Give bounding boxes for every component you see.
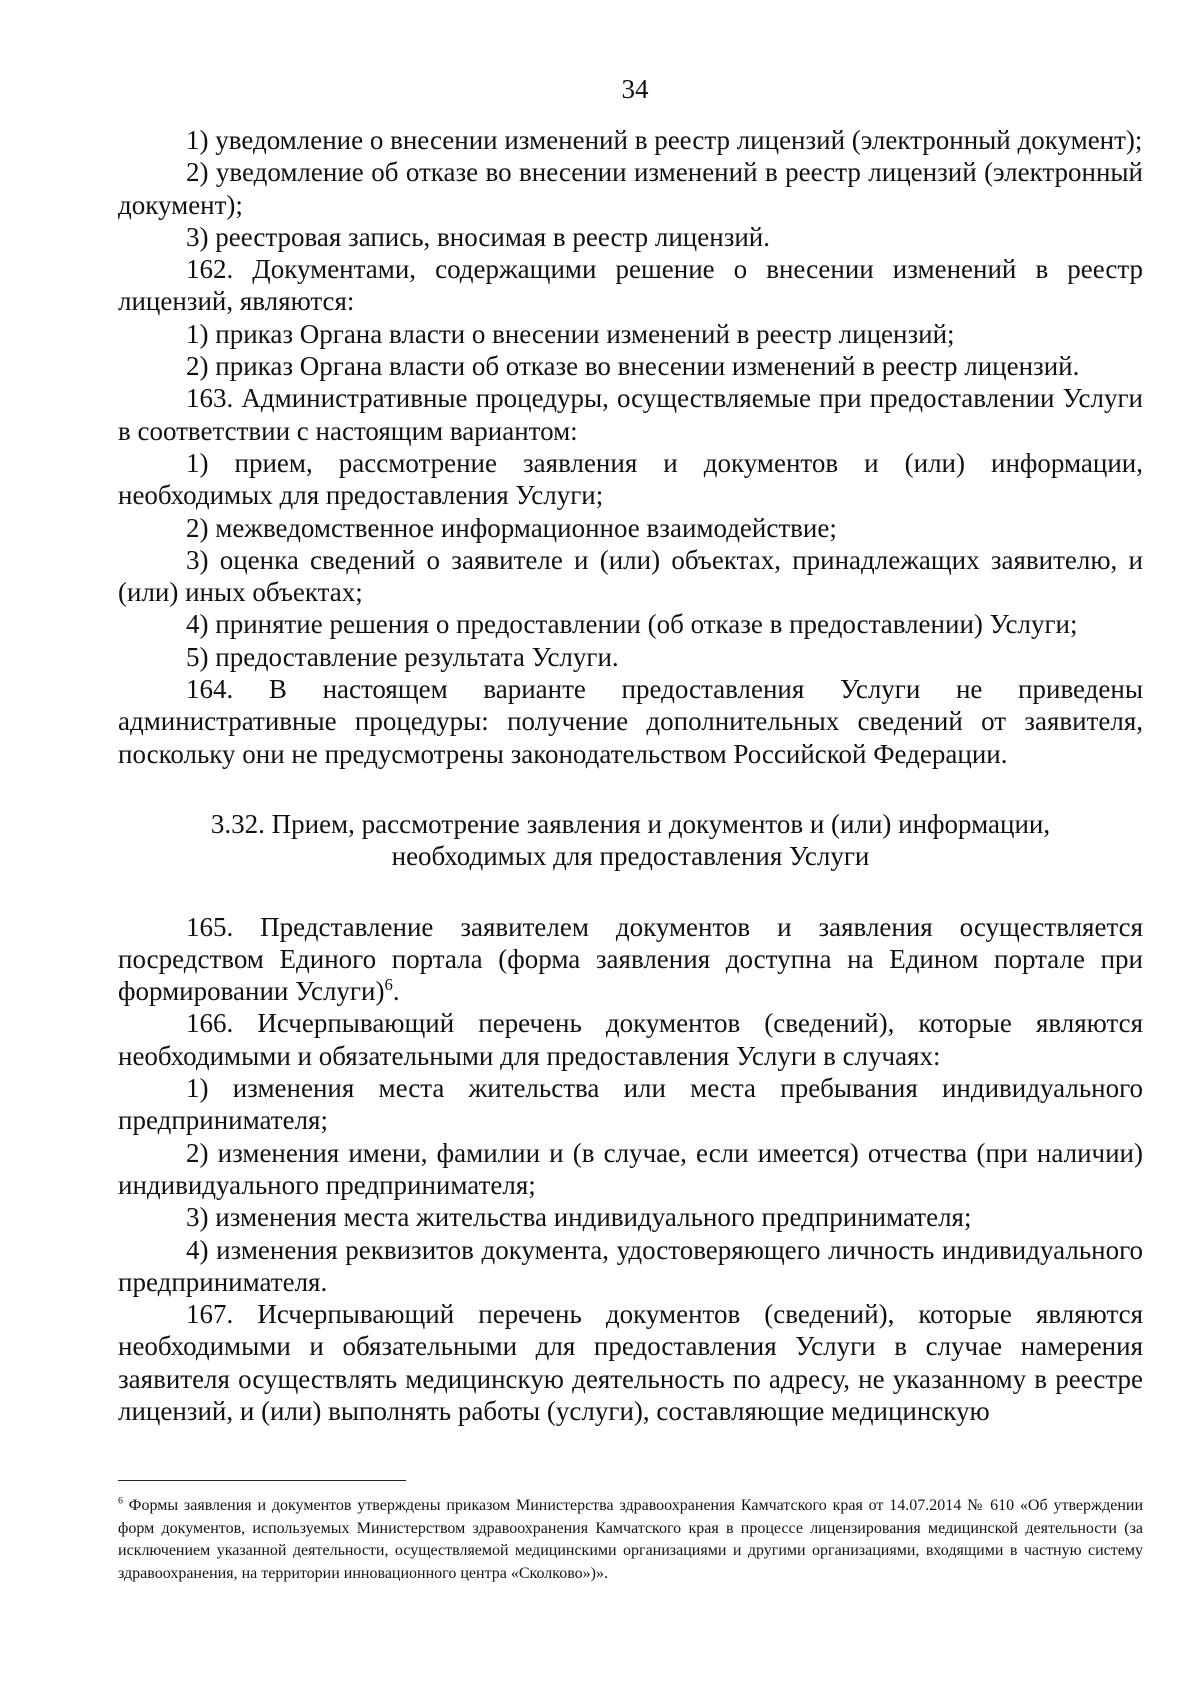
paragraph: 1) прием, рассмотрение заявления и документов и (или) информации, необходимых для предоставления Услуги; <box>118 447 1143 511</box>
paragraph: 1) уведомление о внесении изменений в реестр лицензий (электронный документ); <box>186 125 1143 155</box>
paragraph: 162. Документами, содержащими решение о внесении изменений в реестр лицензий, являются: <box>118 254 1143 317</box>
footnote-marker: 6 <box>118 1495 123 1507</box>
section-heading <box>118 808 1143 873</box>
page-number: 34 <box>621 74 649 104</box>
paragraph: 166. Исчерпывающий перечень документов (сведений), которые являются необходимыми и обязательными для предоставления Услуги в случаях: <box>118 1008 1143 1071</box>
section-heading-line: 3.32. Прием, рассмотрение заявления и документов и (или) информации, <box>210 808 1051 839</box>
paragraph-text: 165. Представление заявителем документов и заявления осуществляется посредством Единого портала (форма заявления доступна на Едином портале при формировании Услуги) <box>118 911 1143 1007</box>
paragraph: 2) приказ Органа власти об отказе во внесении изменений в реестр лицензий. <box>186 351 1080 382</box>
paragraph-165 <box>118 911 1143 1008</box>
paragraph: 167. Исчерпывающий перечень документов (сведений), которые являются необходимыми и обязательными для предоставления Услуги в случае намерения заявителя осуществлять медицинскую деятельность по адресу, не указанному в реестре лицензий, и (или) выполнять работы (услуги), составляющие медицинскую <box>118 1299 1143 1426</box>
paragraph: 163. Административные процедуры, осуществляемые при предоставлении Услуги в соответствии с настоящим вариантом: <box>118 383 1143 446</box>
paragraph-tail: . <box>392 976 400 1007</box>
footnote <box>118 1495 1143 1585</box>
paragraph: 3) изменения места жительства индивидуального предпринимателя; <box>186 1202 972 1233</box>
footnote-reference[interactable]: 6 <box>384 975 393 995</box>
document-body <box>118 124 1143 1427</box>
footnote-separator <box>118 1480 406 1481</box>
paragraph: 2) изменения имени, фамилии и (в случае, если имеется) отчества (при наличии) индивидуального предпринимателя; <box>118 1137 1143 1200</box>
paragraph: 2) межведомственное информационное взаимодействие; <box>186 512 837 543</box>
paragraph: 5) предоставление результата Услуги. <box>186 641 619 672</box>
footnote-text: Формы заявления и документов утверждены приказом Министерства здравоохранения Камчатского края от 14.07.2014 № 610 «Об утверждении форм документов, используемых Министерством здравоохранения Камчатского края в процессе лицензирования медицинской деятельности (за исключением указанной деятельности, осуществляемой медицинскими организациями и другими организациями, входящими в частную систему здравоохранения, на территории инновационного центра «Сколково»)». <box>118 1497 1143 1582</box>
paragraph: 1) изменения места жительства или места пребывания индивидуального предпринимателя; <box>118 1073 1143 1136</box>
paragraph: 3) реестровая запись, вносимая в реестр лицензий. <box>186 221 771 252</box>
paragraph: 2) уведомление об отказе во внесении изменений в реестр лицензий (электронный документ); <box>118 157 1143 220</box>
paragraph: 3) оценка сведений о заявителе и (или) объектах, принадлежащих заявителю, и (или) иных объектах; <box>118 544 1143 608</box>
paragraph: 164. В настоящем варианте предоставления Услуги не приведены административные процедуры: получение дополнительных сведений от заявителя, поскольку они не предусмотрены законодательством Российской Федерации. <box>118 674 1143 769</box>
section-heading-line: необходимых для предоставления Услуги <box>391 841 870 872</box>
paragraph: 1) приказ Органа власти о внесении изменений в реестр лицензий; <box>186 318 955 349</box>
paragraph: 4) изменения реквизитов документа, удостоверяющего личность индивидуального предпринимателя. <box>118 1234 1143 1297</box>
paragraph: 4) принятие решения о предоставлении (об отказе в предоставлении) Услуги; <box>186 609 1078 640</box>
